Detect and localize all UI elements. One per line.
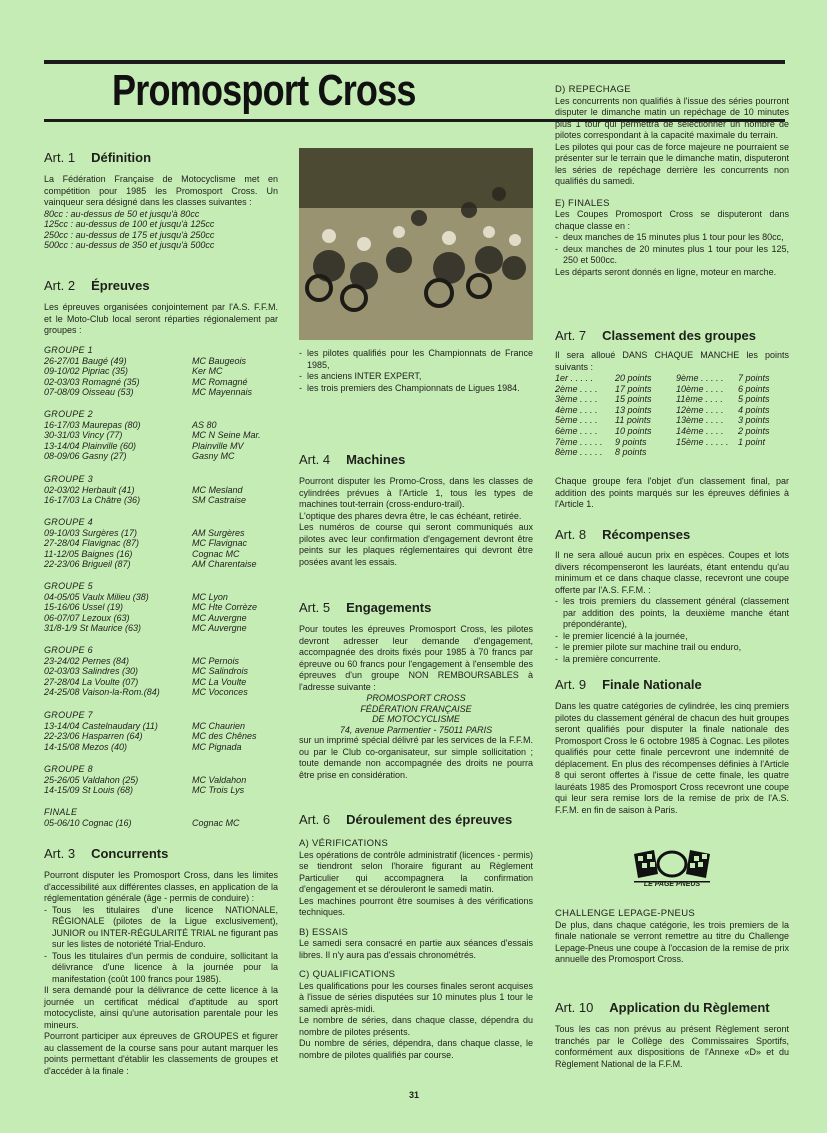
points-row [676,437,770,448]
event-row [44,485,246,496]
group-block [44,710,257,752]
art6-body [299,838,533,1061]
event-club: AM Surgères [192,527,245,538]
address-line: 74, avenue Parmentier - 75011 PARIS [339,724,493,735]
finales-para1: Les Coupes Promosport Cross se disputeront dans chaque classe en : [555,209,789,231]
group-block [44,517,257,570]
event-row [44,592,257,603]
event-row [44,538,257,549]
event-date-place: 22-23/06 Brigueil (87) [44,559,131,570]
art6-heading [299,812,512,827]
points-value: 10 points [615,425,652,436]
points-rank: 1er . . . . . [555,373,594,383]
art2-para: Les épreuves organisées conjointement par l'A.S. F.F.M. et le Moto-Club local seront réparties régionalement par groupes : [44,302,278,335]
event-club: MC Pernois [192,655,240,666]
page-title: Promosport Cross [112,66,416,115]
event-date-place: 02-03/02 Herbault (41) [44,484,135,495]
event-row [44,602,257,613]
event-date-place: 02-03/03 Salindres (30) [44,666,139,677]
event-date-place: 27-28/04 La Voulte (07) [44,676,139,687]
points-rank: 9ème . . . . . [676,373,724,383]
art1-heading [44,150,151,165]
art3-heading [44,846,168,861]
art4-para2: L'optique des phares devra être, le cas échéant, retirée. [299,510,522,521]
art10-number: Art. 10 [555,1000,594,1015]
points-rank: 4ème . . . . [555,404,598,415]
points-row [676,415,770,426]
event-row [44,742,257,753]
event-date-place: 06-07/07 Lezoux (63) [44,612,130,623]
points-row [676,405,770,416]
event-club: AM Charentaise [192,559,257,570]
points-row [676,373,770,384]
verifications-para1: Les opérations de contrôle administratif (licences - permis) se tiendront selon l'horaire figurant au Règlement Particulier qui accompagnera la confirmation d'engagement et se dérouleront le samedi matin. [299,849,533,894]
points-row [555,405,652,416]
event-date-place: 07-08/09 Oisseau (53) [44,387,134,398]
art6-title: Déroulement des épreuves [346,812,513,827]
event-club: MC Pignada [192,741,242,752]
group-block [44,764,246,796]
art7-intro [555,350,789,373]
art8-item: - les trois premiers du classement général (classement par addition des points, la deuxième manche étant prépondérante), [555,596,789,631]
event-club: MC Flavignac [192,538,248,549]
logo-text: LE PAGE PNEUS [643,881,701,888]
art7-para2: Chaque groupe fera l'objet d'un classement final, par addition des points marqués sur les épreuves définies à l'Article 1. [555,476,789,509]
event-club: SM Castraise [192,495,247,506]
points-value: 11 points [615,415,651,426]
event-club: MC Trois Lys [192,785,245,796]
event-club: MC Mayennais [192,387,253,398]
event-row [44,721,257,732]
address-line: DE MOTOCYCLISME [372,714,460,725]
points-row [676,384,770,395]
art5-number: Art. 5 [299,600,331,615]
event-row [44,451,261,462]
event-club: MC Auvergne [192,623,247,634]
event-row [44,420,261,431]
event-row [44,623,257,634]
group-block [44,645,248,698]
art10-title: Application du Règlement [609,1000,770,1015]
lepage-pneus-logo [624,848,720,892]
event-date-place: 14-15/08 Mezos (40) [44,741,128,752]
event-club: MC Lyon [192,591,228,602]
art4-body [299,476,533,568]
art4-para3: Les numéros de course qui seront communiqués aux pilotes avec leur confirmation d'engagement devront être peints sur les plaques réglementaires qui devront être posées avant les essais. [299,522,533,567]
points-rank: 14ème . . . . [676,425,724,436]
event-club: Cognac MC [192,548,240,559]
points-value: 3 points [738,415,770,426]
points-value: 6 points [738,383,770,394]
points-rank: 5ème . . . . [555,415,598,426]
event-date-place: 27-28/04 Flavignac (87) [44,538,140,549]
art7-heading [555,328,756,343]
event-date-place: 16-17/03 La Châtre (36) [44,495,141,506]
event-date-place: 24-25/08 Vaison-la-Rom.(84) [44,687,160,698]
qualifications-para1: Les qualifications pour les courses finales seront acquises à l'issue de séries disputées sur 10 minutes plus 1 tour le samedi après-midi. [299,980,533,1014]
art6-number: Art. 6 [299,812,331,827]
points-value: 7 points [738,373,770,383]
points-row [555,373,652,384]
art2-body [44,302,278,337]
address-line: PROMOSPORT CROSS [366,693,466,703]
challenge-para: De plus, dans chaque catégorie, les trois premiers de la finale nationale se verront remettre au titre du Challenge Lepage-Pneus une coupe à l'occasion de la remise de prix annuelle des Promosport Cross. [555,919,789,964]
qualifications-title: C) QUALIFICATIONS [299,969,396,980]
riders-illustration [299,148,533,340]
art3-para1: Pourront disputer les Promosport Cross, dans les limites d'accessibilité aux différentes classes, en application de la réglementation générale (âge - permis de conduire) : [44,870,278,903]
event-date-place: 05-06/10 Cognac (16) [44,817,132,828]
event-date-place: 26-27/01 Baugé (49) [44,355,127,366]
points-rank: 3ème . . . . [555,394,598,405]
art10-body [555,1024,789,1070]
points-rank: 13ème . . . . [676,415,724,426]
art1-body [44,174,278,251]
art3-number: Art. 3 [44,846,76,861]
group-title: GROUPE 2 [44,409,93,419]
repechage-title: D) REPECHAGE [555,84,631,95]
qualifications-para3: Du nombre de séries, dépendra, dans chaque classe, le nombre de pilotes qualifiés par course. [299,1038,533,1060]
essais-title: B) ESSAIS [299,926,349,938]
art8-item: - la première concurrente. [555,654,789,666]
essais-para: Le samedi sera consacré en partie aux séances d'essais libres. Il n'y aura pas d'essais chronométrés. [299,938,533,960]
event-row [44,687,248,698]
qualifications-para2: Le nombre de séries, dans chaque classe, dépendra du nombre de pilotes présents. [299,1015,533,1037]
art1-number: Art. 1 [44,150,76,165]
art5-body [299,624,533,781]
points-row [676,426,770,437]
art9-body [555,701,789,816]
event-date-place: 13-14/04 Plainville (60) [44,440,137,451]
group-block [44,409,261,462]
address-line: FÉDÉRATION FRANÇAISE [360,703,472,714]
points-value: 15 points [615,394,652,405]
event-club: MC Mesland [192,484,243,495]
event-row [44,495,246,506]
points-row [555,394,652,405]
event-club: MC Chaurien [192,720,246,731]
art3-title: Concurrents [91,846,169,861]
art8-title: Récompenses [602,527,691,542]
points-rank: 10ème . . . . [676,383,724,394]
event-date-place: 09-10/02 Pipriac (35) [44,366,129,377]
art6-continued [555,84,789,278]
art9-number: Art. 9 [555,677,587,692]
points-rank: 12ème . . . . [676,404,724,415]
art3-para2: Il sera demandé pour la délivrance de cette licence à la journée un certificat médical d'aptitude au sport motocycliste, ainsi qu'une autorisation parentale pour les mineurs. [44,985,278,1030]
group-block [44,345,252,398]
event-row [44,818,240,829]
art3-item: - Tous les titulaires d'une licence NATIONALE, RÉGIONALE (pilotes de la Ligue exclusivement), JUNIOR ou INTER-RÉGULARITÉ TRIAL ne figurant pas sur les listes de notoriété Trial-Enduro. [44,905,278,951]
event-club: MC Salindrois [192,666,249,677]
event-date-place: 31/8-1/9 St Maurice (63) [44,623,142,634]
art4-heading [299,452,405,467]
art5-para2: sur un imprimé spécial délivré par les services de la F.F.M. ou par le Club co-organisateur, sur simple sollicitation ; toute demande non accompagnée des droits ne pourra être prise en considération. [299,735,533,780]
event-club: MC N Seine Mar. [192,430,261,441]
group-title: FINALE [44,807,78,817]
points-value: 13 points [615,404,652,415]
points-value: 8 points [615,447,647,458]
event-club: AS 80 [192,419,217,430]
event-row [44,430,261,441]
art8-number: Art. 8 [555,527,587,542]
art4-para1: Pourront disputer les Promo-Cross, dans les classes de cylindrées prévues à l'Article 1, tous les types de machines tout-terrain (cross-enduro-trail). [299,476,533,509]
event-club: MC Hte Corrèze [192,602,258,613]
event-date-place: 15-16/06 Ussel (19) [44,602,124,613]
art7-para1: Il sera alloué DANS CHAQUE MANCHE les points suivants : [555,350,789,372]
event-row [44,366,252,377]
points-rank: 11ème . . . . [676,394,723,405]
event-row [44,549,257,560]
points-rank: 2ème . . . . [555,383,598,394]
event-date-place: 11-12/05 Baignes (16) [44,548,133,559]
group-title: GROUPE 5 [44,581,93,591]
points-value: 9 points [615,436,647,447]
event-row [44,613,257,624]
art3-item2: - les pilotes qualifiés pour les Championnats de France 1985, [299,348,533,371]
repechage-para2: Les pilotes qui pour cas de force majeure ne pourraient se présenter sur le terrain que le dimanche matin, disputeront les séries de repéchage derrière les concurrents non qualifiés du samedi. [555,141,789,186]
art3-item2: - les anciens INTER EXPERT, [299,371,533,383]
event-club: MC Romagné [192,376,248,387]
points-value: 2 points [738,425,770,436]
event-date-place: 04-05/05 Vaulx Milieu (38) [44,591,149,602]
art9-para: Dans les quatre catégories de cylindrée, les cinq premiers pilotes du classement général de chacun des huit groupes seront qualifiés pour disputer la finale nationale des Promosport Cross le 6 octobre 1985 à Cognac. Les pilotes qualifiés pour cette finale percevront une indemnité de déplacement. En plus des récompenses définies à l'Article 8 qui seront offertes à l'issue de cette finale, les quatre lauréats 1985 des Promosport Cross recevront une coupe qui leur sera remise lors de la remise de prix de l'A.S. F.F.M. en fin de saison à Paris. [555,701,789,815]
points-row [676,394,770,405]
art9-title: Finale Nationale [602,677,702,692]
art8-body [555,550,789,665]
art7-number: Art. 7 [555,328,587,343]
points-value: 20 points [615,373,652,383]
art2-heading [44,278,150,293]
points-row [555,415,652,426]
event-club: Plainville MV [192,440,244,451]
art1-para: La Fédération Française de Motocyclisme met en compétition pour 1985 les Promosport Cross. Un vainqueur sera désigné dans les classes suivantes : [44,174,278,207]
points-value: 5 points [738,394,770,405]
event-date-place: 02-03/03 Romagné (35) [44,376,140,387]
art4-number: Art. 4 [299,452,331,467]
points-row [555,447,652,458]
points-table-left [555,373,652,458]
motocross-photo [299,148,533,340]
group-block [44,581,257,634]
finales-para2: Les départs seront donnés en ligne, moteur en marche. [555,266,777,277]
art3-item2: - les trois premiers des Championnats de Ligues 1984. [299,383,533,395]
class-80: 80cc : au-dessus de 50 et jusqu'à 80cc [44,208,200,219]
event-club: MC Baugeois [192,355,247,366]
points-rank: 7ème . . . . . [555,436,603,447]
points-row [555,426,652,437]
event-row [44,656,248,667]
event-row [44,441,261,452]
event-date-place: 09-10/03 Surgères (17) [44,527,138,538]
event-club: Gasny MC [192,451,235,462]
event-date-place: 16-17/03 Maurepas (80) [44,419,141,430]
art8-para1: Il ne sera alloué aucun prix en espèces. Coupes et lots divers récompenseront les lauréats, étant entendu qu'au minimum et ce dans chaque classe, recevront une coupe offerte par l'A.S. F.F.M. : [555,550,789,595]
event-date-place: 22-23/06 Hasparren (64) [44,731,143,742]
group-title: GROUPE 8 [44,764,93,774]
event-date-place: 30-31/03 Vincy (77) [44,430,123,441]
points-value: 1 point [738,436,766,447]
group-block [44,474,246,506]
points-value: 4 points [738,404,770,415]
page-number: 31 [409,1090,420,1100]
class-125: 125cc : au-dessus de 100 et jusqu'à 125cc [44,219,215,230]
art10-para: Tous les cas non prévus au présent Règlement seront tranchés par le Collège des Commissaires Sportifs, conformément aux dispositions de l'Annexe «D» et du Règlement National de la F.F.M. [555,1024,789,1069]
challenge-body [555,908,789,966]
art8-item: - le premier licencié à la journée, [555,631,789,643]
group-title: GROUPE 6 [44,645,93,655]
art7-title: Classement des groupes [602,328,756,343]
art8-heading [555,527,690,542]
event-row [44,666,248,677]
top-rule [44,60,785,64]
points-rank: 6ème . . . . [555,425,598,436]
art2-title: Épreuves [91,278,150,293]
points-table-right [676,373,770,447]
art9-heading [555,677,702,692]
event-club: MC Valdahon [192,774,247,785]
group-title: GROUPE 7 [44,710,93,720]
event-date-place: 25-26/05 Valdahon (25) [44,774,139,785]
event-club: MC des Chênes [192,731,257,742]
event-date-place: 14-15/09 St Louis (68) [44,785,134,796]
event-club: Ker MC [192,366,223,377]
event-row [44,387,252,398]
points-row [555,437,652,448]
event-row [44,677,248,688]
group-block [44,807,240,828]
group-title: GROUPE 1 [44,345,93,355]
event-club: MC Auvergne [192,612,247,623]
points-row [555,384,652,395]
class-500: 500cc : au-dessus de 350 et jusqu'à 500cc [44,240,215,251]
group-title: GROUPE 4 [44,517,93,527]
event-row [44,356,252,367]
class-250: 250cc : au-dessus de 175 et jusqu'à 250cc [44,229,215,240]
event-row [44,528,257,539]
art3-para3: Pourront participer aux épreuves de GROUPES et figurer au classement de la course sans pour autant marquer les points permettant d'établir les classements de groupes et d'accéder à la finale : [44,1031,278,1076]
art2-number: Art. 2 [44,278,76,293]
event-row [44,559,257,570]
art3-continued [299,348,533,394]
event-club: Cognac MC [192,817,240,828]
art5-title: Engagements [346,600,432,615]
event-row [44,731,257,742]
art10-heading [555,1000,770,1015]
event-club: MC La Voulte [192,676,247,687]
group-title: GROUPE 3 [44,474,93,484]
finales-item: - deux manches de 15 minutes plus 1 tour pour les 80cc, [555,232,789,244]
art4-title: Machines [346,452,406,467]
verifications-title: A) VÉRIFICATIONS [299,838,389,849]
finales-item: - deux manches de 20 minutes plus 1 tour pour les 125, 250 et 500cc. [555,244,789,267]
art3-body [44,870,278,1077]
verifications-para2: Les machines pourront être soumises à des vérifications techniques. [299,895,533,917]
finales-title: E) FINALES [555,197,610,209]
art7-body [555,476,789,511]
art5-para1: Pour toutes les épreuves Promosport Cross, les pilotes devront adresser leur demande d'engagement, accompagnée des droits fixés pour 1985 à 70 francs par épreuve ou 60 francs pour l'engagement à l'ensemble des épreuves d'un groupe NON REMBOURSABLES à l'adresse suivante : [299,624,533,692]
event-date-place: 08-09/06 Gasny (27) [44,451,127,462]
event-row [44,377,252,388]
event-row [44,785,246,796]
repechage-para1: Les concurrents non qualifiés à l'issue des séries pourront disputer le dimanche matin un repéchage de 10 minutes plus 1 tour qui permettra de sélectionner un nombre de pilotes correspondant à la capacité maximale du terrain. [555,95,789,140]
points-rank: 15ème . . . . . [676,436,729,447]
points-rank: 8ème . . . . . [555,447,603,458]
art3-item: - Tous les titulaires d'un permis de conduire, sollicitant la délivrance d'une licence à la journée pour la manifestation (coût 100 francs pour 1985). [44,951,278,986]
points-value: 17 points [615,383,652,394]
art1-title: Définition [91,150,152,165]
event-club: MC Voconces [192,687,248,698]
art8-item: - le premier pilote sur machine trail ou enduro, [555,642,789,654]
challenge-title: CHALLENGE LEPAGE-PNEUS [555,908,695,919]
event-row [44,775,246,786]
art5-heading [299,600,431,615]
event-date-place: 23-24/02 Pernes (84) [44,655,130,666]
event-date-place: 13-14/04 Castelnaudary (11) [44,720,158,731]
